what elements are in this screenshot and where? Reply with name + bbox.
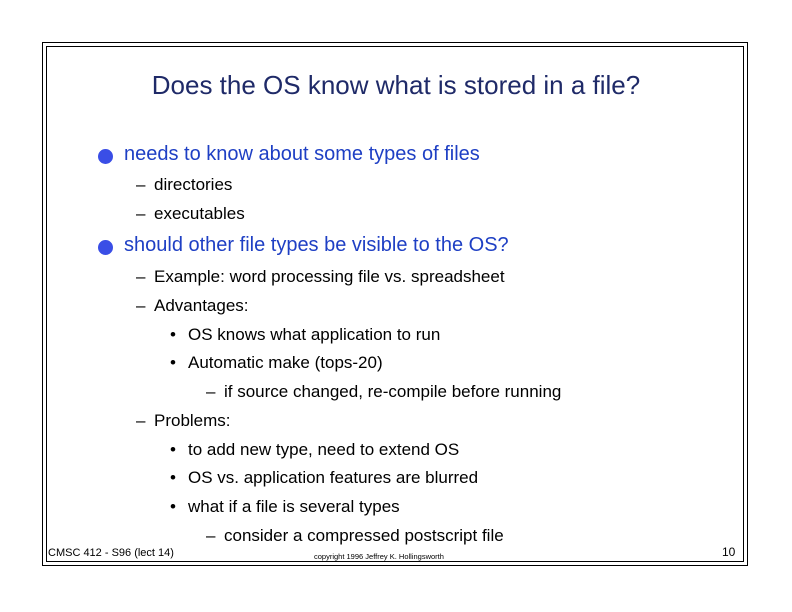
advantage-item: OS knows what application to run xyxy=(188,325,441,344)
problem-detail: consider a compressed postscript file xyxy=(224,526,504,545)
dot-icon: • xyxy=(170,440,176,459)
dot-icon: • xyxy=(170,468,176,487)
advantage-item: Automatic make (tops-20) xyxy=(188,353,383,372)
problem-item: to add new type, need to extend OS xyxy=(188,440,460,459)
bullet-1-sub-executables: executables xyxy=(154,204,245,223)
dot-icon: • xyxy=(170,497,176,516)
dash-icon: – xyxy=(136,411,146,430)
bullet-dot-icon xyxy=(98,149,113,164)
problems-label: Problems: xyxy=(154,411,231,430)
dash-icon: – xyxy=(136,296,146,315)
footer-course: CMSC 412 - S96 (lect 14) xyxy=(48,547,174,559)
problem-item: OS vs. application features are blurred xyxy=(188,468,479,487)
dash-icon: – xyxy=(136,175,146,194)
dash-icon: – xyxy=(136,267,146,286)
bullet-1-sub-directories: directories xyxy=(154,175,233,194)
dot-icon: • xyxy=(170,325,176,344)
dash-icon: – xyxy=(136,204,146,223)
page-number: 10 xyxy=(722,545,736,559)
dash-icon: – xyxy=(206,526,216,545)
advantage-detail: if source changed, re-compile before running xyxy=(224,382,562,401)
bullet-dot-icon xyxy=(98,240,113,255)
bullet-2-text: should other file types be visible to the OS? xyxy=(124,234,509,256)
dash-icon: – xyxy=(206,382,216,401)
slide-title: Does the OS know what is stored in a file? xyxy=(151,70,641,100)
footer-copyright: copyright 1996 Jeffrey K. Hollingsworth xyxy=(314,552,444,561)
bullet-1-text: needs to know about some types of files xyxy=(124,143,480,165)
problem-item: what if a file is several types xyxy=(188,497,400,516)
dot-icon: • xyxy=(170,353,176,372)
bullet-2-example: Example: word processing file vs. spreadsheet xyxy=(154,267,505,286)
advantages-label: Advantages: xyxy=(154,296,249,315)
